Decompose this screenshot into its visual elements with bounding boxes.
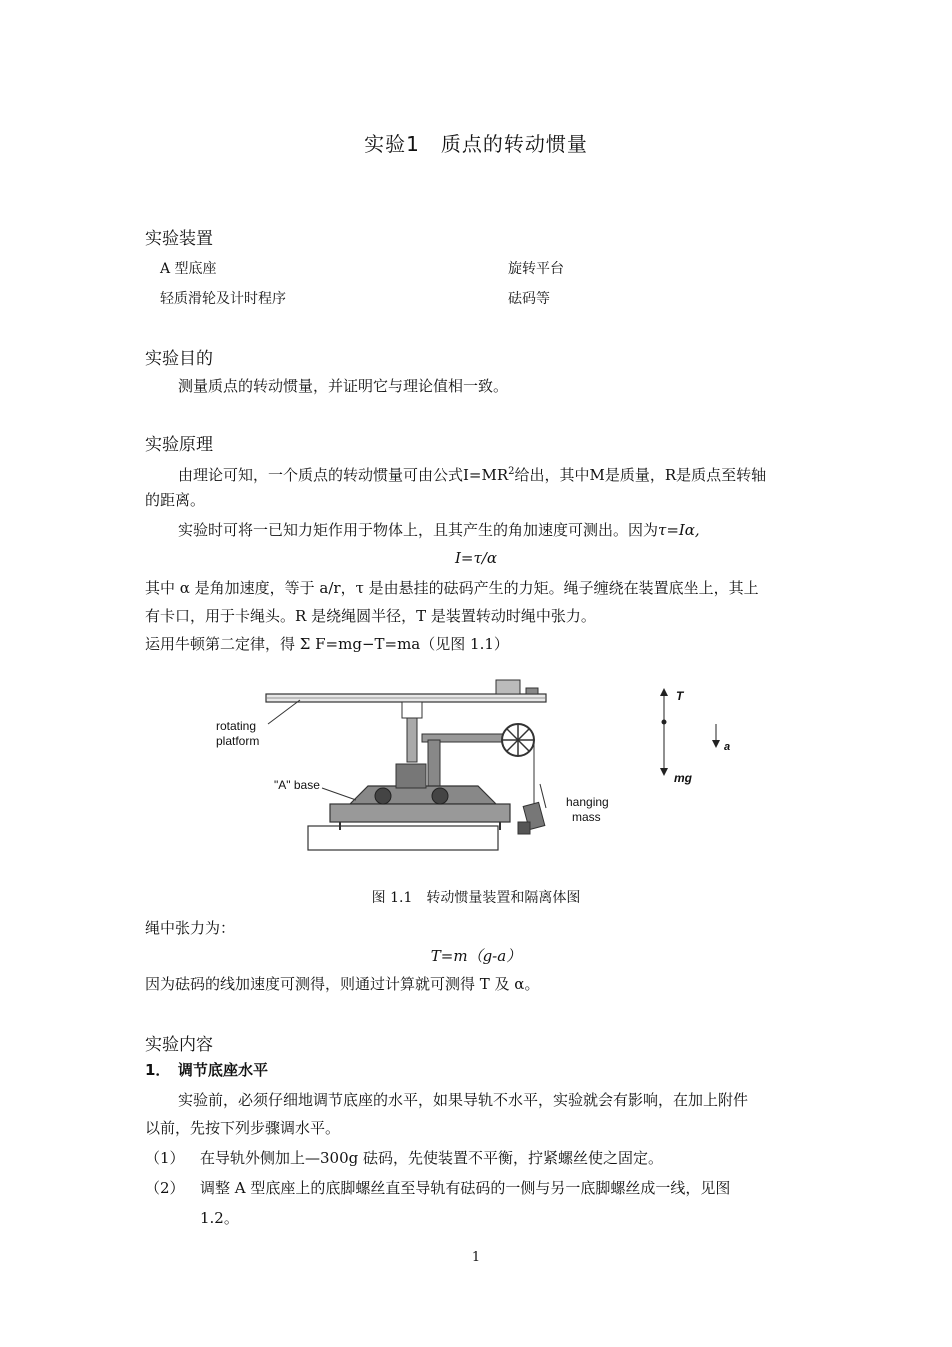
formula-inertia: I=τ/α bbox=[455, 549, 497, 567]
purpose-text: 测量质点的转动惯量，并证明它与理论值相一致。 bbox=[178, 377, 509, 395]
label-a-base: "A" base bbox=[274, 778, 320, 792]
figure-caption: 图 1.1 转动惯量装置和隔离体图 bbox=[371, 890, 581, 906]
step-number: （2） bbox=[145, 1179, 185, 1197]
principle-paragraph-6: 因为砝码的线加速度可测得，则通过计算就可测得 T 及 α。 bbox=[145, 975, 540, 993]
apparatus-item: 轻质滑轮及计时程序 bbox=[160, 291, 286, 307]
label-platform: platform bbox=[216, 734, 260, 748]
principle-paragraph-1: 由理论可知，一个质点的转动惯量可由公式$I=MR^2$给出，其中M是质量，R是质点至转轴 bbox=[178, 466, 767, 484]
page-number: 1 bbox=[471, 1250, 481, 1265]
apparatus-item: 旋转平台 bbox=[508, 261, 564, 277]
label-mass: mass bbox=[572, 810, 601, 824]
label-hanging: hanging bbox=[566, 795, 609, 809]
platform-mass bbox=[496, 680, 520, 694]
heading-apparatus: 实验装置 bbox=[145, 229, 213, 249]
figure-apparatus-diagram bbox=[200, 668, 740, 876]
principle-paragraph-4: 运用牛顿第二定律，得 Σ F=mg−T=ma（见图 1.1） bbox=[145, 635, 509, 653]
principle-paragraph-3-cont: 有卡口，用于卡绳头。R 是绕绳圆半径，T 是装置转动时绳中张力。 bbox=[145, 607, 596, 625]
label-T: T bbox=[676, 689, 684, 703]
label-mg: mg bbox=[674, 771, 692, 785]
label-rotating: rotating bbox=[216, 719, 257, 733]
formula-tension: T=m（g-a） bbox=[430, 947, 522, 965]
heading-purpose: 实验目的 bbox=[145, 349, 213, 369]
step-1-text: 在导轨外侧加上—300g 砝码，先使装置不平衡，拧紧螺丝使之固定。 bbox=[200, 1149, 664, 1167]
apparatus-item: A 型底座 bbox=[160, 261, 217, 277]
content-paragraph-1-cont: 以前，先按下列步骤调水平。 bbox=[145, 1119, 341, 1137]
base-wheel-right bbox=[432, 788, 448, 804]
a-base-top bbox=[350, 786, 496, 804]
base-wheel-left bbox=[375, 788, 391, 804]
shaft bbox=[407, 718, 417, 762]
content-paragraph-1: 实验前，必须仔细地调节底座的水平，如果导轨不水平，实验就会有影响，在加上附件 bbox=[178, 1091, 749, 1109]
label-a: a bbox=[724, 741, 731, 753]
a-base-body bbox=[330, 804, 510, 822]
principle-paragraph-2: 实验时可将一已知力矩作用于物体上，且其产生的角加速度可测出。因为τ=Iα, bbox=[178, 521, 700, 539]
principle-paragraph-5: 绳中张力为： bbox=[145, 919, 236, 937]
principle-paragraph-1-cont: 的距离。 bbox=[145, 491, 206, 509]
heading-principle: 实验原理 bbox=[145, 435, 213, 455]
principle-paragraph-3: 其中 α 是角加速度，等于 a/r，τ 是由悬挂的砝码产生的力矩。绳子缠绕在装置底坐上，其上 bbox=[145, 579, 759, 597]
base-column bbox=[396, 764, 426, 788]
step-2-text-cont: 1.2。 bbox=[200, 1209, 239, 1227]
bench-slab bbox=[308, 826, 498, 850]
subheading-level-base: 1． 调节底座水平 bbox=[145, 1061, 268, 1079]
mass-point bbox=[662, 720, 667, 725]
step-2-text: 调整 A 型底座上的底脚螺丝直至导轨有砝码的一侧与另一底脚螺丝成一线，见图 bbox=[200, 1179, 731, 1197]
step-number: （1） bbox=[145, 1149, 185, 1167]
hub bbox=[402, 702, 422, 718]
apparatus-item: 砝码等 bbox=[508, 291, 550, 307]
heading-content: 实验内容 bbox=[145, 1035, 213, 1055]
page-title: 实验1 质点的转动惯量 bbox=[364, 132, 588, 156]
